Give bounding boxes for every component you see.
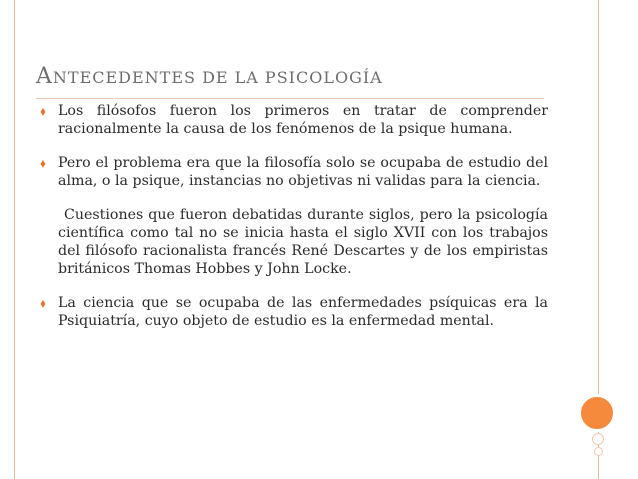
small-circle-decoration bbox=[592, 433, 604, 445]
bullet-icon: ⬧ bbox=[40, 296, 46, 310]
orange-circle-decoration bbox=[578, 394, 616, 432]
bullet-item bbox=[36, 102, 548, 138]
bullet-icon: ⬧ bbox=[40, 104, 46, 118]
bullet-text: Los filósofos fueron los primeros en tratar de comprender racionalmente la causa de los fenómenos de la psique humana. bbox=[58, 103, 548, 137]
bullet-text: La ciencia que se ocupaba de las enfermedades psíquicas era la Psiquiatría, cuyo objeto de estudio es la enfermedad mental. bbox=[58, 295, 548, 329]
left-border-line bbox=[14, 0, 15, 479]
title-divider bbox=[36, 98, 544, 99]
slide-title-initial: A bbox=[36, 64, 53, 89]
small-circle-decoration bbox=[594, 447, 603, 456]
bullet-text: Pero el problema era que la filosofía solo se ocupaba de estudio del alma, o la psique, instancias no objetivas ni validas para la ciencia. bbox=[58, 155, 548, 189]
slide-title-rest: NTECEDENTES DE LA PSICOLOGÍA bbox=[52, 68, 383, 87]
slide-title bbox=[36, 64, 383, 89]
slide-content bbox=[36, 102, 548, 346]
paragraph-text: Cuestiones que fueron debatidas durante siglos, pero la psicología científica como tal no se inicia hasta el siglo XVII con los trabajos del filósofo racionalista francés René Descartes y de los empiristas británicos Thomas Hobbes y John Locke. bbox=[58, 207, 548, 277]
bullet-item bbox=[36, 294, 548, 330]
paragraph-item bbox=[36, 206, 548, 278]
bullet-icon: ⬧ bbox=[40, 156, 46, 170]
bullet-item bbox=[36, 154, 548, 190]
